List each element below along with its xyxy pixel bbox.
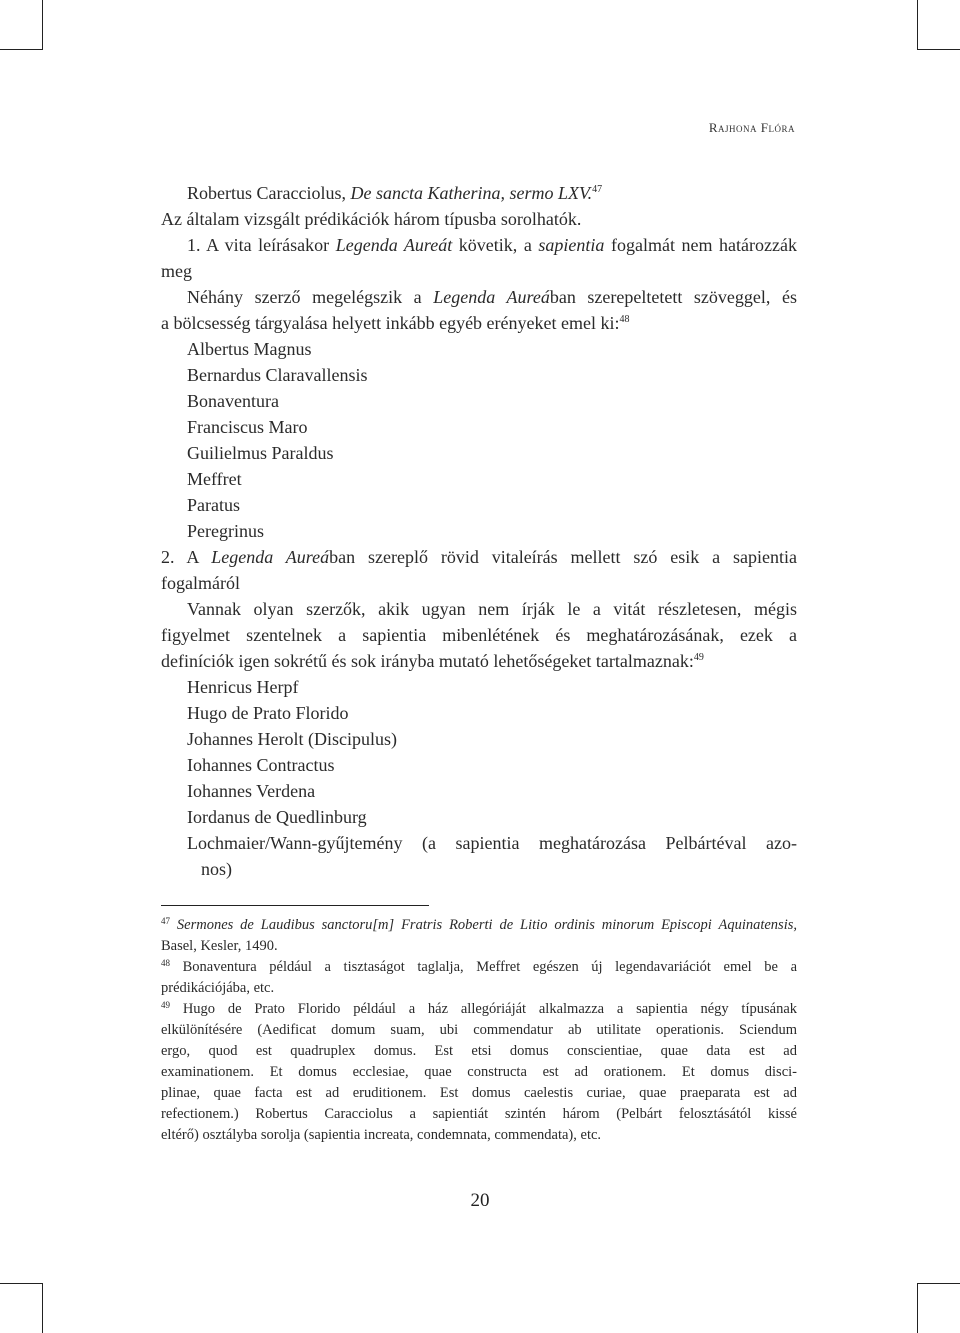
- text-line: definíciók igen sokrétű és sok irányba mutató lehetőségeket tartalmaznak:$^{49}$: [161, 651, 704, 671]
- list-item-continuation: nos): [201, 859, 232, 879]
- list-item: Hugo de Prato Florido: [187, 703, 349, 723]
- footnote-ref[interactable]: 49: [693, 652, 704, 663]
- crop-mark: [42, 0, 43, 50]
- list-item: Iordanus de Quedlinburg: [187, 807, 367, 827]
- crop-mark: [0, 1283, 42, 1284]
- list-item: Lochmaier/Wann-gyűjtemény (a sapientia meghatározása Pelbártéval azo-: [187, 833, 797, 853]
- crop-mark: [917, 0, 918, 50]
- footnote-47-cont: Basel, Kesler, 1490.: [161, 938, 278, 954]
- footnote-48-cont: prédikációjába, etc.: [161, 980, 275, 996]
- list-item: Iohannes Contractus: [187, 755, 335, 775]
- page-number: 20: [470, 1190, 490, 1211]
- list-item: Paratus: [187, 495, 240, 515]
- crop-mark: [0, 49, 42, 50]
- crop-mark: [918, 1283, 960, 1284]
- footnote-49-cont: plinae, quae facta est ad eruditionem. Est domus caelestis curiae, quae praeparata est ad: [161, 1085, 797, 1101]
- list-item: Albertus Magnus: [187, 339, 312, 359]
- footnote-49-cont: ergo, quod est quadruplex domus. Est etsi domus conscientiae, quae data est ad: [161, 1043, 797, 1059]
- footnote-ref[interactable]: 48: [619, 314, 630, 325]
- text-line: figyelmet szentelnek a sapientia mibenlétének és meghatározásának, ezek a: [161, 625, 797, 645]
- crop-mark: [917, 1283, 918, 1333]
- text-line: Néhány szerző megelégszik a Legenda Aureában szerepeltetett szöveggel, és: [187, 287, 797, 307]
- text-line: 2. A Legenda Aureában szereplő rövid vitaleírás mellett szó esik a sapientia: [161, 547, 797, 567]
- crop-mark: [42, 1283, 43, 1333]
- footnote-49: $^{49}$ Hugo de Prato Florido például a ház allegóriáját alkalmazza a sapientia négy típusának: [161, 1000, 797, 1017]
- list-item: Peregrinus: [187, 521, 264, 541]
- footnote-49-cont: examinationem. Et domus ecclesiae, quae constructa est ad orationem. Et domus disci-: [161, 1064, 797, 1080]
- footnote-ref[interactable]: 47: [592, 184, 603, 195]
- text-line: 1. A vita leírásakor Legenda Aureát követik, a sapientia fogalmát nem határozzák: [187, 235, 797, 255]
- footnote-48: $^{48}$ Bonaventura például a tisztaságot taglalja, Meffret egészen új legendavariációt emel be a: [161, 958, 798, 975]
- list-item: Franciscus Maro: [187, 417, 308, 437]
- list-item: Henricus Herpf: [187, 677, 299, 697]
- text-line: Az általam vizsgált prédikációk három típusba sorolhatók.: [161, 209, 582, 229]
- list-item: Iohannes Verdena: [187, 781, 316, 801]
- text-line: Robertus Caracciolus, De sancta Katherina, sermo LXV.$^{47}$: [187, 183, 603, 203]
- footnote-rule: [161, 905, 429, 906]
- text-line: meg: [161, 261, 192, 281]
- footnote-47: $^{47}$ Sermones de Laudibus sanctoru[m] Fratris Roberti de Litio ordinis minorum Episcopi Aquinatensis,: [161, 916, 797, 933]
- footnote-49-cont: elkülönítésére (Aedificat domum suam, ubi commendatur ab utilitate operationis. Sciendum: [161, 1022, 797, 1038]
- footnote-49-cont: refectionem.) Robertus Caracciolus a sapientiát szintén három (Pelbárt felosztásától kissé: [161, 1106, 797, 1122]
- list-item: Guilielmus Paraldus: [187, 443, 334, 463]
- text-line: fogalmáról: [161, 573, 240, 593]
- footnote-49-cont: eltérő) osztályba sorolja (sapientia increata, condemnata, commendata), etc.: [161, 1127, 602, 1143]
- list-item: Bernardus Claravallensis: [187, 365, 368, 385]
- text-line: a bölcsesség tárgyalása helyett inkább egyéb erényeket emel ki:$^{48}$: [161, 313, 630, 333]
- crop-mark: [918, 49, 960, 50]
- list-item: Johannes Herolt (Discipulus): [187, 729, 397, 749]
- list-item: Meffret: [187, 469, 242, 489]
- running-head: Rajhona Flóra: [708, 120, 795, 135]
- text-line: Vannak olyan szerzők, akik ugyan nem írják le a vitát részletesen, mégis: [187, 599, 797, 619]
- list-item: Bonaventura: [187, 391, 279, 411]
